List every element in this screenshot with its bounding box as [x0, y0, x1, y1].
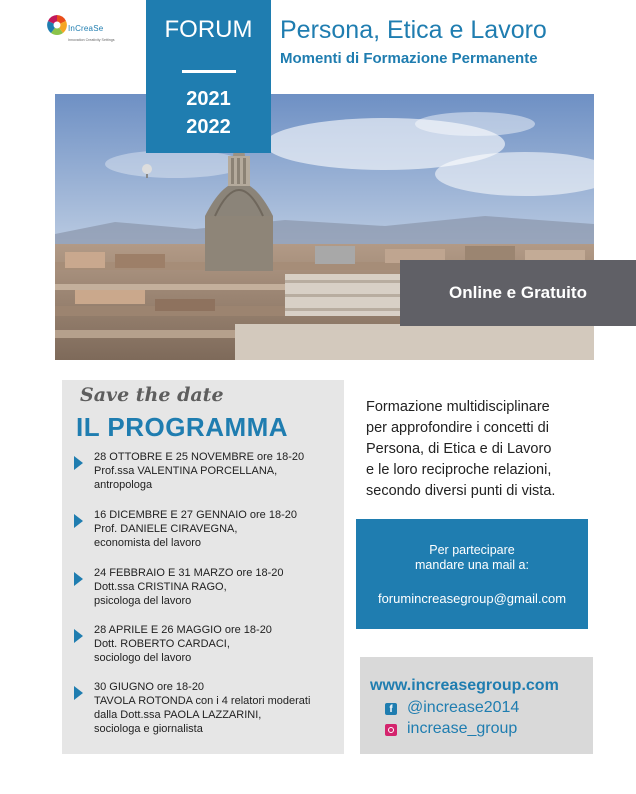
program-item-role: dalla Dott.ssa PAOLA LAZZARINI,: [94, 709, 262, 721]
program-item-speaker: Dott.ssa CRISTINA RAGO,: [94, 581, 227, 593]
program-item-date: 30 GIUGNO ore 18-20: [94, 681, 205, 693]
save-the-date-heading: Save the date: [80, 384, 224, 406]
forum-year-start: 2021: [186, 88, 231, 110]
chevron-right-icon: [74, 514, 83, 528]
forum-year-end: 2022: [186, 116, 231, 138]
chevron-right-icon: [74, 686, 83, 700]
page-title: Persona, Etica e Lavoro: [280, 16, 547, 44]
forum-title: FORUM: [164, 16, 253, 43]
facebook-icon: f: [385, 703, 397, 715]
description-line: per approfondire i concetti di: [366, 420, 549, 436]
website-link[interactable]: www.increasegroup.com: [370, 677, 559, 694]
logo-tagline: Innovation Creativity Settings: [68, 38, 115, 42]
program-item-role: sociologo del lavoro: [94, 652, 192, 664]
forum-box: [146, 0, 271, 153]
chevron-right-icon: [74, 456, 83, 470]
contact-email-link[interactable]: forumincreasegroup@gmail.com: [377, 591, 567, 606]
contact-line-1: Per partecipare: [429, 543, 515, 557]
program-item-role: antropologa: [94, 479, 153, 491]
description-text: [366, 397, 590, 502]
program-item-role: economista del lavoro: [94, 537, 202, 549]
program-item-speaker: Prof.ssa VALENTINA PORCELLANA,: [94, 465, 278, 477]
program-item-speaker: TAVOLA ROTONDA con i 4 relatori moderati: [94, 695, 311, 707]
page-subtitle: Momenti di Formazione Permanente: [280, 50, 538, 67]
description-line: e le loro reciproche relazioni,: [366, 462, 552, 478]
instagram-icon: [385, 724, 397, 736]
program-panel: [62, 380, 344, 754]
description-line: Persona, di Etica e di Lavoro: [366, 441, 552, 457]
social-box: [360, 657, 593, 754]
program-title: IL PROGRAMMA: [76, 412, 289, 442]
instagram-handle: increase_group: [407, 720, 518, 737]
program-item-role: psicologa del lavoro: [94, 595, 192, 607]
logo-name: InCreaSe: [68, 24, 104, 33]
contact-line-2: mandare una mail a:: [415, 558, 529, 572]
increase-logo-icon: [46, 14, 68, 36]
online-free-badge: Online e Gratuito: [400, 260, 636, 326]
facebook-handle: @increase2014: [407, 699, 520, 716]
description-line: Formazione multidisciplinare: [366, 399, 550, 415]
description-line: secondo diversi punti di vista.: [366, 483, 556, 499]
program-item-speaker: Prof. DANIELE CIRAVEGNA,: [94, 523, 238, 535]
increase-logo: [46, 14, 156, 54]
program-item-date: 28 OTTOBRE E 25 NOVEMBRE ore 18-20: [94, 451, 305, 463]
forum-divider: [182, 70, 236, 73]
chevron-right-icon: [74, 629, 83, 643]
contact-box: [356, 519, 588, 629]
program-item-date: 24 FEBBRAIO E 31 MARZO ore 18-20: [94, 567, 284, 579]
program-item-note: sociologa e giornalista: [94, 723, 203, 735]
program-item-speaker: Dott. ROBERTO CARDACI,: [94, 638, 230, 650]
chevron-right-icon: [74, 572, 83, 586]
program-item-date: 16 DICEMBRE E 27 GENNAIO ore 18-20: [94, 509, 297, 521]
program-item-date: 28 APRILE E 26 MAGGIO ore 18-20: [94, 624, 272, 636]
